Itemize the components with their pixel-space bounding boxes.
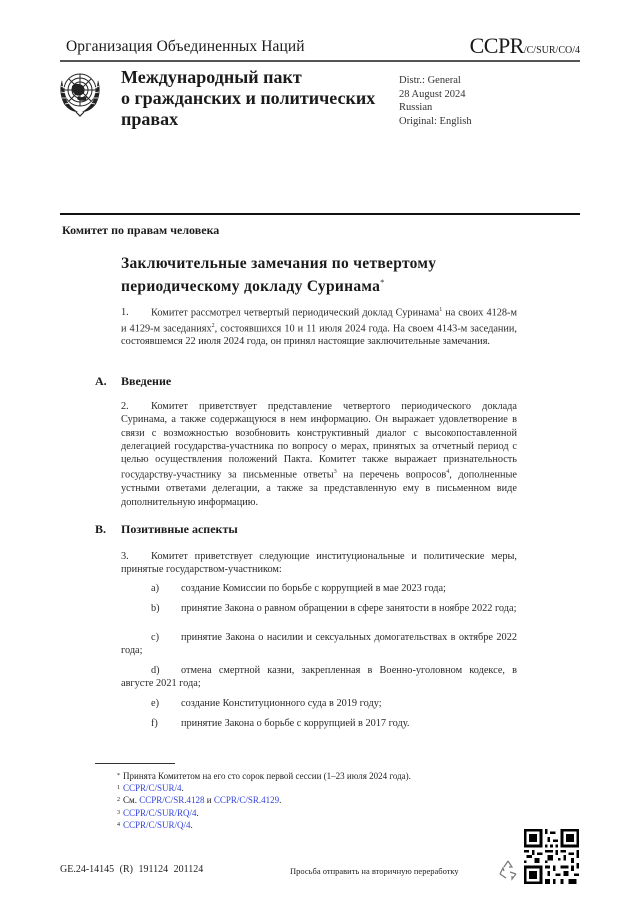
covenant-title-line: Международный пакт [121, 67, 302, 87]
footnote-link[interactable]: CCPR/C/SR.4129 [213, 795, 280, 806]
paragraph-number: 3. [121, 551, 129, 562]
list-item-label: b) [151, 603, 160, 614]
list-item [121, 582, 517, 595]
footnote-mark: 4 [117, 821, 120, 828]
section-rule [60, 213, 580, 215]
list-item-label: f) [151, 718, 158, 729]
paragraph-text: Комитет рассмотрел четвертый периодический доклад Суринама [151, 307, 440, 319]
paragraph-number: 1. [121, 307, 129, 319]
footnote-text: Принята Комитетом на его сто сорок первой сессии (1–23 июля 2024 года). [123, 771, 411, 781]
list-item-label: d) [151, 665, 160, 676]
section-title: Позитивные аспекты [121, 522, 238, 536]
paragraph-2 [121, 400, 517, 509]
list-item-label: a) [151, 583, 159, 594]
footnote [108, 794, 411, 806]
section-letter: B. [95, 522, 107, 536]
covenant-title-line: правах [121, 109, 179, 129]
list-item [121, 697, 517, 710]
paragraph-text: Комитет приветствует следующие институциональные и политические меры, принятые государством-участником: [121, 551, 517, 576]
document-symbol [470, 33, 580, 59]
list-item [121, 602, 517, 615]
footnote [108, 770, 411, 782]
document-metadata [399, 74, 472, 128]
list-item [121, 631, 517, 658]
committee-name: Комитет по правам человека [62, 223, 220, 237]
footnote-ref[interactable]: 3 [333, 469, 337, 476]
paragraph-text: на своих 4128-м и 4129-м заседаниях [121, 307, 518, 335]
footnotes [108, 770, 411, 831]
paragraph-text: , дополненные устными ответами делегации, а также за представленную ему в письменном виде дополнительную информацию. [121, 469, 517, 508]
footnote-text: . [181, 783, 184, 794]
paragraph-text: на перечень вопросов [336, 469, 447, 481]
section-title: Введение [121, 374, 172, 388]
section-heading-a [95, 374, 171, 389]
footnote-separator [95, 763, 175, 764]
footnote-link[interactable]: CCPR/C/SUR/Q/4 [123, 819, 191, 830]
header-rule [60, 60, 580, 62]
footnote-mark: * [117, 773, 120, 779]
recycle-notice: Просьба отправить на вторичную переработку [290, 866, 459, 876]
list-item-text: создание Конституционного суда в 2019 году; [181, 698, 382, 709]
recycle-icon [496, 858, 520, 882]
footnote-mark: 2 [117, 797, 120, 804]
footnote-link[interactable]: CCPR/C/SUR/RQ/4 [123, 807, 197, 818]
list-item [121, 664, 517, 691]
footnote-link[interactable]: CCPR/C/SUR/4 [123, 783, 182, 794]
original-language: Original: English [399, 115, 472, 127]
job-number: GE.24-14145 (R) 191124 201124 [60, 864, 204, 875]
list-item-text: принятие Закона о равном обращении в сфере занятости в ноябре 2022 года; [181, 603, 517, 614]
footnote-text: . [190, 819, 193, 830]
paragraph-text: , состоявшихся 10 и 11 июля 2024 года. На своем 4143-м заседании, состоявшемся 22 июля 2024 года, он принял настоящие заключительные замечания. [121, 323, 517, 348]
list-item-label: e) [151, 698, 159, 709]
covenant-title-line: о гражданских и политических [121, 88, 376, 108]
document-language: Russian [399, 102, 433, 113]
list-item-label: c) [151, 632, 159, 643]
title-line: Заключительные замечания по четвертому [121, 255, 437, 272]
footnote-mark: 1 [117, 785, 120, 792]
footnote-text: . [196, 807, 199, 818]
list-item-text: принятие Закона о борьбе с коррупцией в 2017 году. [181, 718, 410, 729]
paragraph-3 [121, 550, 517, 577]
symbol-main: CCPR [469, 33, 524, 58]
section-heading-b [95, 522, 238, 537]
organization-name: Организация Объединенных Наций [66, 38, 305, 55]
footnote-mark: 3 [117, 809, 120, 816]
paragraph-number: 2. [121, 401, 129, 412]
footnote-ref[interactable]: 4 [446, 469, 450, 476]
paragraph-1 [121, 304, 517, 349]
document-title [121, 254, 436, 296]
symbol-sub: /C/SUR/CO/4 [523, 45, 580, 56]
footnote-ref[interactable]: 2 [211, 322, 215, 329]
distribution: Distr.: General [399, 75, 461, 86]
list-item-text: создание Комиссии по борьбе с коррупцией в мае 2023 года; [181, 583, 446, 594]
covenant-title [121, 67, 375, 130]
paragraph-text: Комитет приветствует представление четвертого периодического доклада Суринама, а также содержащуюся в нем информацию. Он выражает удовлетворение в связи с возможностью возобновить конструктивный диалог с высокопоставленной делегацией государства-участника по вопросу о мерах, принятых за отчетный период с целью осуществления положений Пакта. Комитет также выражает признательность государству-участнику за письменные ответы [121, 401, 517, 481]
list-item [121, 717, 517, 730]
document-date: 28 August 2024 [399, 88, 466, 100]
footnote-ref[interactable]: 1 [439, 307, 443, 313]
title-footnote-ref[interactable]: * [380, 278, 385, 287]
footnote-text: и [204, 795, 214, 806]
footnote [108, 819, 411, 831]
footnote-text: . [279, 795, 282, 806]
footnote [108, 782, 411, 794]
title-line: периодическому докладу Суринама [121, 278, 381, 296]
footnote-link[interactable]: CCPR/C/SR.4128 [139, 795, 205, 806]
list-item-text: принятие Закона о насилии и сексуальных домогательствах в октябре 2022 года; [121, 632, 517, 657]
qr-code-icon[interactable] [524, 829, 579, 884]
section-letter: A. [95, 374, 107, 388]
list-item-text: отмена смертной казни, закрепленная в Военно-уголовном кодексе, в августе 2021 года; [121, 665, 517, 690]
un-emblem-icon [56, 66, 104, 120]
footnote [108, 807, 411, 819]
footnote-text: См. [123, 795, 140, 806]
